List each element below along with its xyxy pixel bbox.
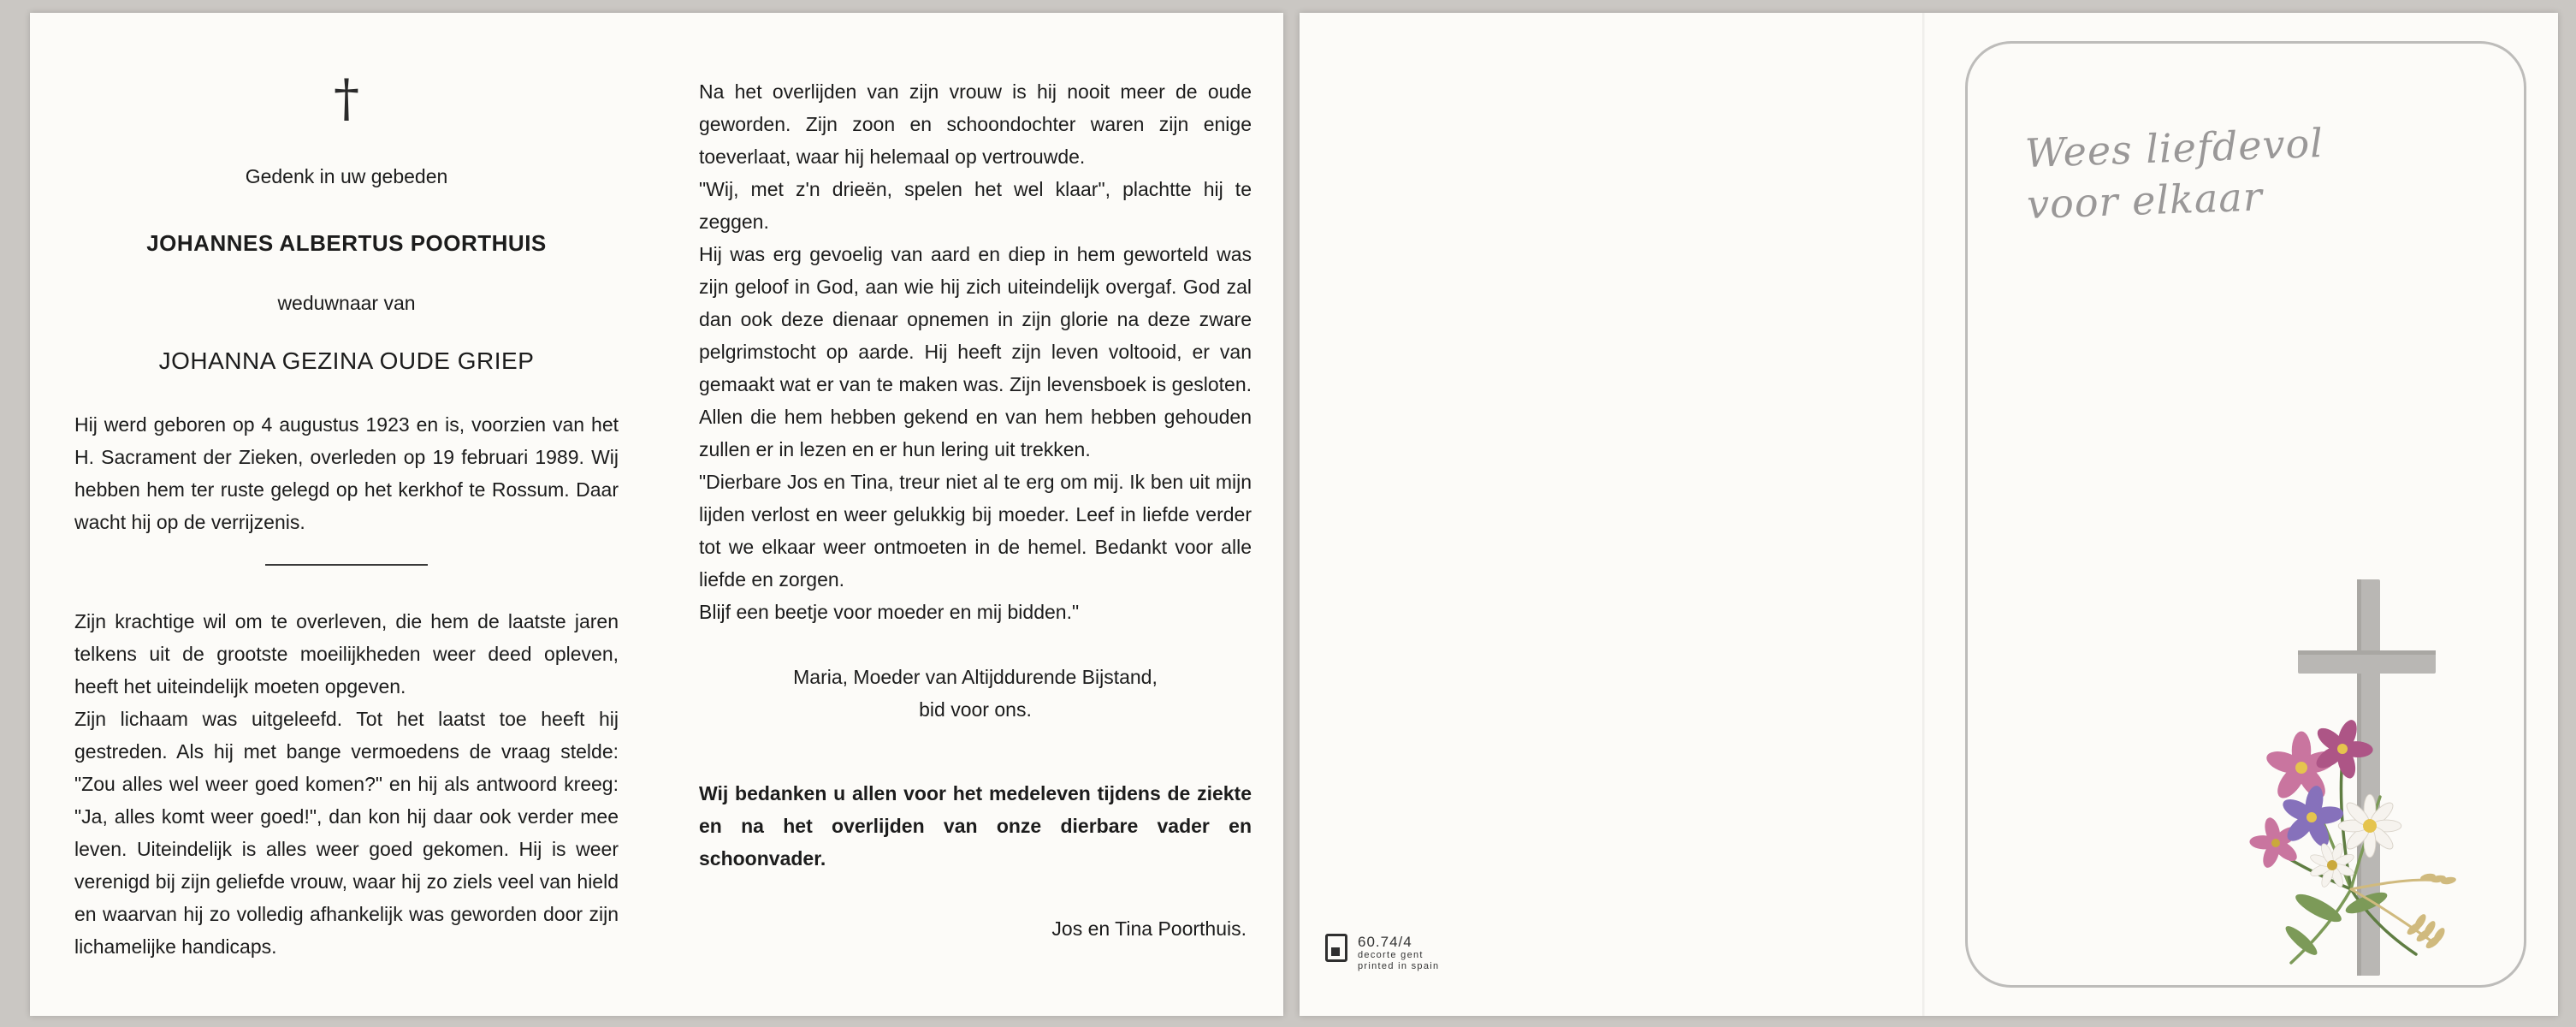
paragraph-thanks: Wij bedanken u allen voor het medeleven tijdens de ziekte en na het overlijden van onze dierbare vader en schoonvader.: [699, 782, 1252, 870]
left-page: [30, 13, 1283, 1016]
maria-line-1: Maria, Moeder van Altijddurende Bijstand,: [793, 666, 1158, 688]
card-cover: [1965, 41, 2526, 988]
motto-line-1: Wees liefdevol: [2024, 119, 2324, 177]
printer-name: decorte gent: [1358, 950, 1424, 960]
relation-text: weduwnaar van: [277, 292, 416, 314]
text-column-2: [699, 75, 1252, 945]
maria-line-2: bid voor ons.: [919, 698, 1032, 721]
paragraph-birth-death: Hij werd geboren op 4 augustus 1923 en is, voorzien van het H. Sacrament der Zieken, overleden op 19 februari 1989. Wij hebben hem ter ruste gelegd op het kerkhof te Rossum. Daar wacht hij op de verrijzenis.: [74, 413, 619, 533]
cover-motto: [2024, 117, 2326, 230]
paragraph-struggle: Zijn lichaam was uitgeleefd. Tot het laatst toe heeft hij gestreden. Als hij met bange vermoedens de vraag stelde: "Zou alles wel weer goed komen?" en hij als antwoord kreeg: "Ja, alles komt weer goed!", dan kon hij daar ook verder mee leven. Uiteindelijk is alles weer goed gekomen. Hij is weer verenigd bij zijn geliefde vrouw, waar hij zo ziels veel van hield en waarvan hij zo volledig afhankelijk was geworden door zijn lichamelijke handicaps.: [74, 708, 619, 958]
right-page: [1300, 13, 2558, 1016]
fold-crease: [1922, 13, 1925, 1016]
paragraph-after-wife: Na het overlijden van zijn vrouw is hij nooit meer de oude geworden. Zijn zoon en schoondochter waren zijn enige toeverlaat, waar hij helemaal op vertrouwde.: [699, 80, 1252, 168]
printer-mark: [1325, 934, 1439, 972]
motto-line-2: voor elkaar: [2026, 173, 2264, 229]
printer-logo-icon: [1325, 934, 1347, 962]
printer-mark-text: [1358, 934, 1439, 972]
paragraph-faith: Hij was erg gevoelig van aard en diep in hem geworteld was zijn geloof in God, aan wie hij zich uiteindelijk overgaf. God zal dan ook deze dienaar opnemen in zijn glorie na deze zware pelgrimstocht op aarde. Hij heeft zijn leven voltooid, er van gemaakt wat er van te maken was. Zijn levensboek is gesloten. Allen die hem hebben gekend en van hem hebben gehouden zullen er in lezen en er hun lering uit trekken.: [699, 243, 1252, 460]
text-column-1: [74, 13, 619, 963]
printer-origin: printed in spain: [1358, 961, 1440, 971]
paragraph-keep-praying: Blijf een beetje voor moeder en mij bidden.": [699, 601, 1080, 623]
maria-invocation: [699, 661, 1252, 726]
flower-bouquet: [2243, 709, 2457, 963]
paragraph-farewell-quote: "Dierbare Jos en Tina, treur niet al te erg om mij. Ik ben uit mijn lijden verlost en weer gelukkig bij moeder. Leef in liefde verder tot we elkaar weer ontmoeten in de hemel. Bedankt voor alle liefde en zorgen.: [699, 471, 1252, 591]
invocation-text: Gedenk in uw gebeden: [245, 165, 448, 187]
cross-and-flowers-illustration: [2223, 521, 2515, 990]
divider-rule: [265, 564, 428, 566]
spouse-name: JOHANNA GEZINA OUDE GRIEP: [158, 347, 535, 374]
printer-code: 60.74/4: [1358, 934, 1412, 950]
paragraph-quote-three: "Wij, met z'n drieën, spelen het wel klaar", plachtte hij te zeggen.: [699, 178, 1252, 233]
paragraph-willpower: Zijn krachtige wil om te overleven, die hem de laatste jaren telkens uit de grootste moeilijkheden weer deed opleven, heeft het uiteindelijk moeten opgeven.: [74, 610, 619, 698]
signature: Jos en Tina Poorthuis.: [1051, 917, 1247, 940]
deceased-name: JOHANNES ALBERTUS POORTHUIS: [146, 230, 547, 256]
memorial-cross-icon: †: [334, 68, 359, 128]
